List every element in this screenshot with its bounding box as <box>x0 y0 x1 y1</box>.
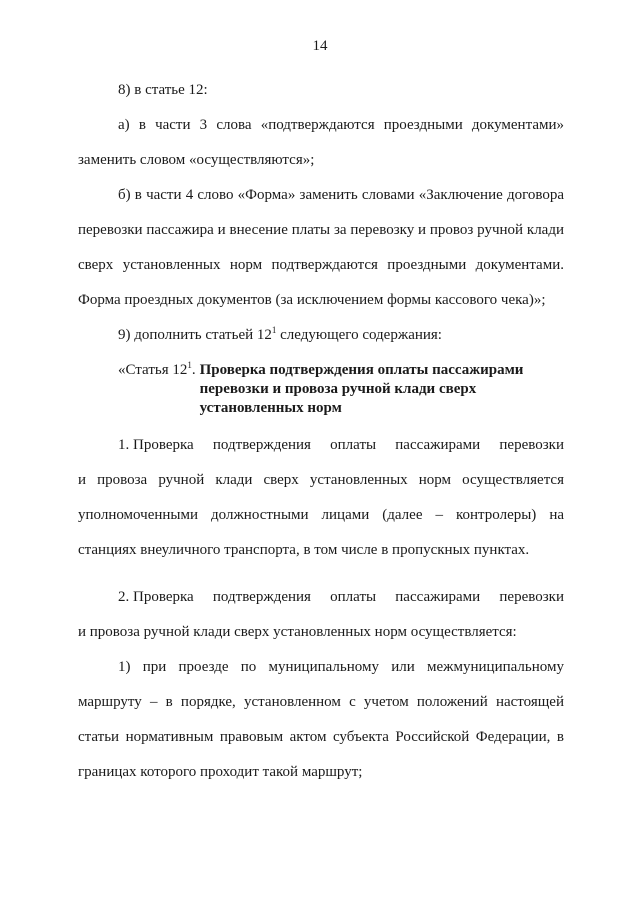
item-1-word: оплаты <box>330 437 377 453</box>
paragraph-item-8: 8) в статье 12: <box>118 82 208 98</box>
article-label-superscript: 1 <box>187 360 192 370</box>
article-heading <box>78 361 564 418</box>
item-1-word: подтверждения <box>212 437 311 453</box>
paragraph-item-8a-line1: а) в части 3 слова «подтверждаются проездными документами» <box>118 117 564 133</box>
item-2-first-line <box>78 580 564 615</box>
item-1-word: 1. Проверка <box>118 437 194 453</box>
article-title: Проверка подтверждения оплаты пассажирами перевозки и провоза ручной клади сверх установленных норм <box>199 362 524 416</box>
article-label-before: «Статья 12 <box>118 362 188 378</box>
article-label <box>118 361 200 418</box>
item-1-word: перевозки <box>499 437 564 453</box>
item-1-first-line <box>78 428 564 463</box>
item-2-word: перевозки <box>499 589 564 605</box>
item-2-word: оплаты <box>330 589 377 605</box>
item-9-superscript: 1 <box>271 325 277 335</box>
article-label-after: . <box>191 362 196 378</box>
item-9-text-before: 9) дополнить статьей 12 <box>118 327 272 343</box>
sub-item-1: 1) при проезде по муниципальному или межмуниципальному маршруту – в порядке, установленном с учетом положений настоящей статьи нормативным правовым актом субъекта Российской Федерации, в границах которого проходит такой маршрут; <box>78 659 564 780</box>
item-1-continuation: и провоза ручной клади сверх установленных норм осуществляется уполномоченными должностными лицами (далее – контролеры) на станциях внеуличного транспорта, в том числе в пропускных пунктах. <box>78 472 564 558</box>
paragraph-item-8a-line2: заменить словом «осуществляются»; <box>78 152 315 168</box>
page-number: 14 <box>312 38 328 54</box>
paragraph-item-8b: б) в части 4 слово «Форма» заменить словами «Заключение договора перевозки пассажира и внесение платы за перевозку и провоз ручной клади сверх установленных норм подтверждаются проездными документами. Форма проездных документов (за исключением формы кассового чека)»; <box>78 187 564 308</box>
item-1-word: пассажирами <box>395 437 481 453</box>
document-body <box>78 73 564 790</box>
item-2-word: пассажирами <box>395 589 481 605</box>
paragraph-item-9 <box>78 318 564 353</box>
item-2-continuation: и провоза ручной клади сверх установленных норм осуществляется: <box>78 624 517 640</box>
item-2-word: подтверждения <box>212 589 311 605</box>
item-9-text-after: следующего содержания: <box>276 327 442 343</box>
item-2-word: 2. Проверка <box>118 589 194 605</box>
